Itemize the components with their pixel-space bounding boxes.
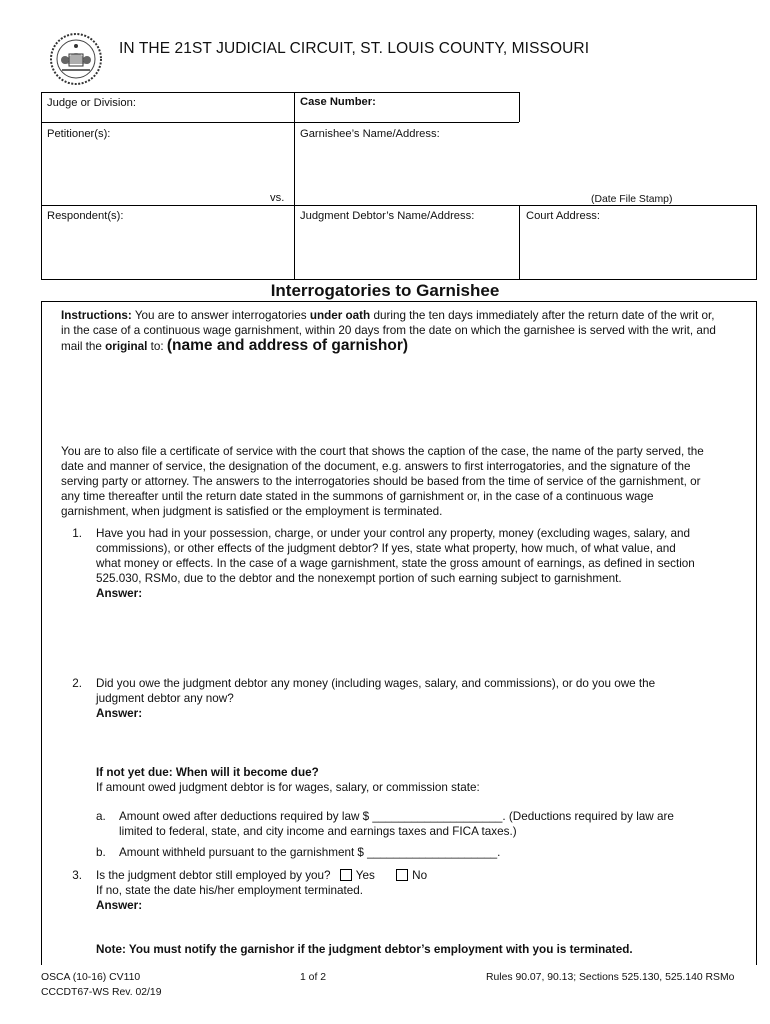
question-3-answer-label: Answer: [96,899,143,912]
certificate-paragraph: You are to also file a certificate of service with the court that shows the caption of the case, the name of the party served, the date and manner of service, the designation of the document, e.g. answers to first interrogatories, and the signature of the serving party or attorney. The answers to the interrogatories should be based from the time of service of the garnishment, or any time thereafter until the return date stated in the summons of garnishment or, in the case of a continuous wage garnishment, when judgment is satisfied or the employment is terminated. [61,445,704,518]
judge-division-label: Judge or Division: [47,97,136,109]
wages-owed-text: If amount owed judgment debtor is for wages, salary, or commission state: [96,781,480,794]
not-yet-due-block [96,765,696,795]
form-title: Interrogatories to Garnishee [270,281,500,300]
notification-note: Note: You must notify the garnishor if the judgment debtor’s employment with you is terminated. [96,943,633,956]
respondent-label: Respondent(s): [47,210,124,222]
question-1-text: Have you had in your possession, charge, or under your control any property, money (excluding wages, salary, and commissions), or other effects of the judgment debtor? If yes, state what property, how much, of what value, and what money or effects. In the case of a wage garnishment, state the gross amount of earnings, as defined in section 525.030, RSMo, due to the debtor and the nonexempt portion of such earning subject to garnishment. [96,527,695,585]
no-checkbox[interactable] [396,869,408,881]
garnishor-placeholder: (name and address of garnishor) [166,337,409,354]
item-b-text: Amount withheld pursuant to the garnishment $ ____________________. [119,846,501,859]
garnishee-label: Garnishee’s Name/Address: [300,128,440,140]
date-file-stamp-label: (Date File Stamp) [591,194,673,205]
question-1-answer-label: Answer: [96,587,143,600]
form-code: OSCA (10-16) CV110 [41,972,141,983]
instructions-paragraph [61,308,721,354]
instructions-text-1: You are to answer interrogatories [131,309,310,322]
case-number-label: Case Number: [300,96,376,108]
not-yet-due-text: If not yet due: When will it become due? [96,766,319,779]
judgment-debtor-label: Judgment Debtor’s Name/Address: [300,210,475,222]
yes-checkbox[interactable] [340,869,352,881]
court-address-label: Court Address: [526,210,600,222]
question-3-number: 3. [72,869,82,882]
question-2-text: Did you owe the judgment debtor any money (including wages, salary, and commissions), or do you owe the judgment debtor any now? [96,677,656,705]
case-caption-table [41,92,757,280]
vs-label: vs. [270,192,285,204]
question-2-answer-label: Answer: [96,707,143,720]
question-2-number: 2. [72,677,82,690]
instructions-text-2: during the ten days immediately after the return date of the writ or, in the case of a continuous wage garnishment, within 20 days from the date on which the garnishee is served with the writ, and mail the [61,309,716,353]
item-a-text: Amount owed after deductions required by law $ ____________________. (Deductions required by law are limited to federal, state, and city income and earnings taxes and FICA taxes.) [119,810,674,838]
instructions-lead: Instructions: [61,309,132,322]
form-revision: CCCDT67-WS Rev. 02/19 [41,987,162,998]
question-3-followup: If no, state the date his/her employment terminated. [96,884,364,897]
petitioner-label: Petitioner(s): [47,128,111,140]
court-title: IN THE 21ST JUDICIAL CIRCUIT, ST. LOUIS COUNTY, MISSOURI [119,40,590,57]
rules-citation: Rules 90.07, 90.13; Sections 525.130, 525.140 RSMo [486,972,735,983]
no-label: No [412,869,428,882]
page-number: 1 of 2 [300,972,326,983]
yes-label: Yes [355,869,375,882]
interrogatories-box [41,301,757,965]
question-1-number: 1. [72,527,82,540]
question-3-text: Is the judgment debtor still employed by you? [96,869,331,882]
instructions-text-3: to: [147,340,167,353]
original-text: original [105,340,148,353]
missouri-seal-icon [49,32,103,86]
item-b-label: b. [96,846,106,859]
item-a-label: a. [96,810,106,823]
under-oath-text: under oath [309,309,371,322]
